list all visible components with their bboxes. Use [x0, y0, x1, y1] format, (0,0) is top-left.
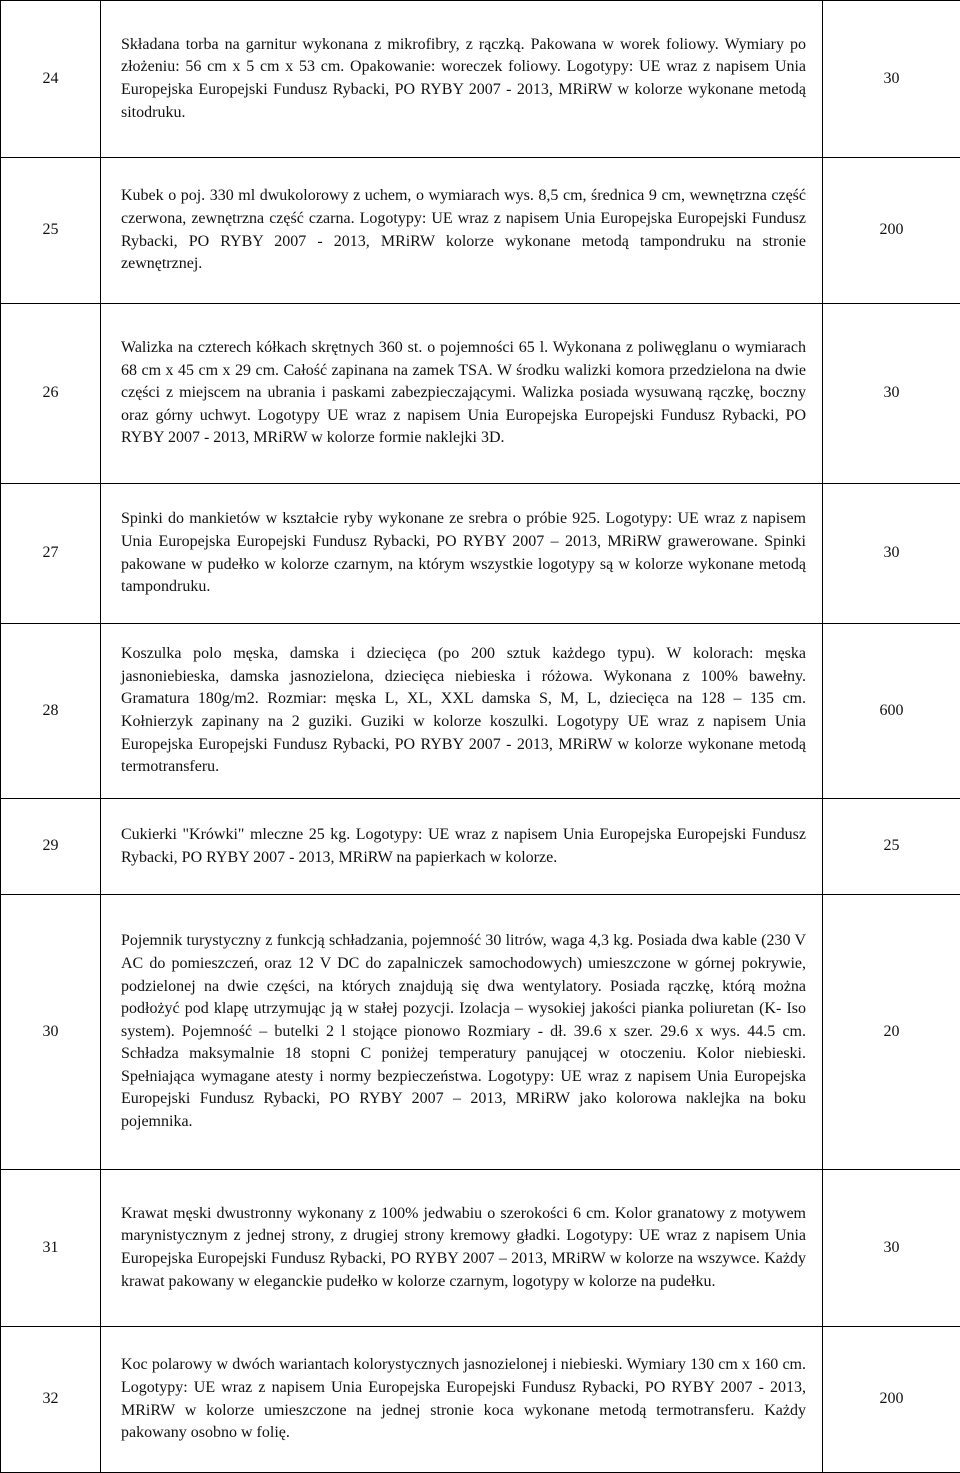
item-quantity: 200 — [823, 158, 960, 304]
table-row — [1, 1327, 960, 1473]
item-quantity: 25 — [823, 799, 960, 895]
item-description: Pojemnik turystyczny z funkcją schładzania, pojemność 30 litrów, waga 4,3 kg. Posiada dwa kable (230 V AC do pomieszczeń, oraz 12 V DC do zapalniczek samochodowych) umieszczone w górnej pokrywie, podzielonej na dwie części, na których znajdują się dwa wentylatory. Posiada rączkę, którą można podłożyć pod klapę utrzymując ją w stałej pozycji. Izolacja – wysokiej jakości pianka poliuretan (K- Iso system). Pojemność – butelki 2 l stojące pionowo Rozmiary - dł. 39.6 x szer. 29.6 x wys. 44.5 cm. Schładza maksymalnie 18 stopni C poniżej temperatury panującej w otoczeniu. Kolor niebieski. Spełniająca wymagane atesty i normy bezpieczeństwa. Logotypy: UE wraz z napisem Unia Europejska Europejski Fundusz Rybacki, PO RYBY 2007 – 2013, MRiRW jako kolorowa naklejka na boku pojemnika. — [101, 895, 823, 1170]
table-row — [1, 624, 960, 799]
item-quantity: 200 — [823, 1327, 960, 1473]
item-quantity: 30 — [823, 484, 960, 624]
item-quantity: 30 — [823, 1170, 960, 1327]
row-number: 27 — [1, 484, 101, 624]
item-description: Krawat męski dwustronny wykonany z 100% jedwabiu o szerokości 6 cm. Kolor granatowy z motywem marynistycznym z jednej strony, z drugiej strony kremowy gładki. Logotypy: UE wraz z napisem Unia Europejska Europejski Fundusz Rybacki, PO RYBY 2007 – 2013, MRiRW w kolorze na wszywce. Każdy krawat pakowany w eleganckie pudełko w kolorze czarnym, logotypy w kolorze na pudełku. — [101, 1170, 823, 1327]
item-description: Spinki do mankietów w kształcie ryby wykonane ze srebra o próbie 925. Logotypy: UE wraz z napisem Unia Europejska Europejski Fundusz Rybacki, PO RYBY 2007 – 2013, MRiRW grawerowane. Spinki pakowane w pudełko w kolorze czarnym, na którym wszystkie logotypy są w kolorze wykonane metodą tampondruku. — [101, 484, 823, 624]
item-description: Walizka na czterech kółkach skrętnych 360 st. o pojemności 65 l. Wykonana z poliwęglanu o wymiarach 68 cm x 45 cm x 29 cm. Całość zapinana na zamek TSA. W środku walizki komora przedzielona na dwie części z miejscem na ubrania i paskami zabezpieczającymi. Walizka posiada wysuwaną rączkę, boczny oraz górny uchwyt. Logotypy UE wraz z napisem Unia Europejska Europejski Fundusz Rybacki, PO RYBY 2007 - 2013, MRiRW w kolorze formie naklejki 3D. — [101, 304, 823, 484]
row-number: 32 — [1, 1327, 101, 1473]
row-number: 29 — [1, 799, 101, 895]
row-number: 26 — [1, 304, 101, 484]
item-description: Kubek o poj. 330 ml dwukolorowy z uchem, o wymiarach wys. 8,5 cm, średnica 9 cm, wewnętrzna część czerwona, zewnętrzna część czarna. Logotypy: UE wraz z napisem Unia Europejska Europejski Fundusz Rybacki, PO RYBY 2007 - 2013, MRiRW kolorze wykonane metodą tampondruku na stronie zewnętrznej. — [101, 158, 823, 304]
table-row — [1, 484, 960, 624]
row-number: 30 — [1, 895, 101, 1170]
table-row — [1, 1170, 960, 1327]
item-description: Składana torba na garnitur wykonana z mikrofibry, z rączką. Pakowana w worek foliowy. Wymiary po złożeniu: 56 cm x 5 cm x 53 cm. Opakowanie: woreczek foliowy. Logotypy: UE wraz z napisem Unia Europejska Europejski Fundusz Rybacki, PO RYBY 2007 - 2013, MRiRW w kolorze wykonane metodą sitodruku. — [101, 1, 823, 158]
row-number: 31 — [1, 1170, 101, 1327]
item-description: Koc polarowy w dwóch wariantach kolorystycznych jasnozielonej i niebieski. Wymiary 130 cm x 160 cm. Logotypy: UE wraz z napisem Unia Europejska Europejski Fundusz Rybacki, PO RYBY 2007 - 2013, MRiRW w kolorze umieszczone na jednej stronie koca wykonane metodą termotransferu. Każdy pakowany osobno w folię. — [101, 1327, 823, 1473]
table-row — [1, 304, 960, 484]
item-quantity: 30 — [823, 304, 960, 484]
item-description: Cukierki "Krówki" mleczne 25 kg. Logotypy: UE wraz z napisem Unia Europejska Europejski Fundusz Rybacki, PO RYBY 2007 - 2013, MRiRW na papierkach w kolorze. — [101, 799, 823, 895]
table-row — [1, 799, 960, 895]
item-description: Koszulka polo męska, damska i dziecięca (po 200 sztuk każdego typu). W kolorach: męska jasnoniebieska, damska jasnozielona, dziecięca niebieska i różowa. Wykonana z 100% bawełny. Gramatura 180g/m2. Rozmiar: męska L, XL, XXL damska S, M, L, dziecięca na 128 – 135 cm. Kołnierzyk zapinany na 2 guziki. Guziki w kolorze koszulki. Logotypy UE wraz z napisem Unia Europejska Europejski Fundusz Rybacki, PO RYBY 2007 - 2013, MRiRW w kolorze wykonane metodą termotransferu. — [101, 624, 823, 799]
table-row — [1, 895, 960, 1170]
item-quantity: 30 — [823, 1, 960, 158]
table-row — [1, 1, 960, 158]
item-quantity: 600 — [823, 624, 960, 799]
item-quantity: 20 — [823, 895, 960, 1170]
row-number: 25 — [1, 158, 101, 304]
row-number: 24 — [1, 1, 101, 158]
row-number: 28 — [1, 624, 101, 799]
table-row — [1, 158, 960, 304]
